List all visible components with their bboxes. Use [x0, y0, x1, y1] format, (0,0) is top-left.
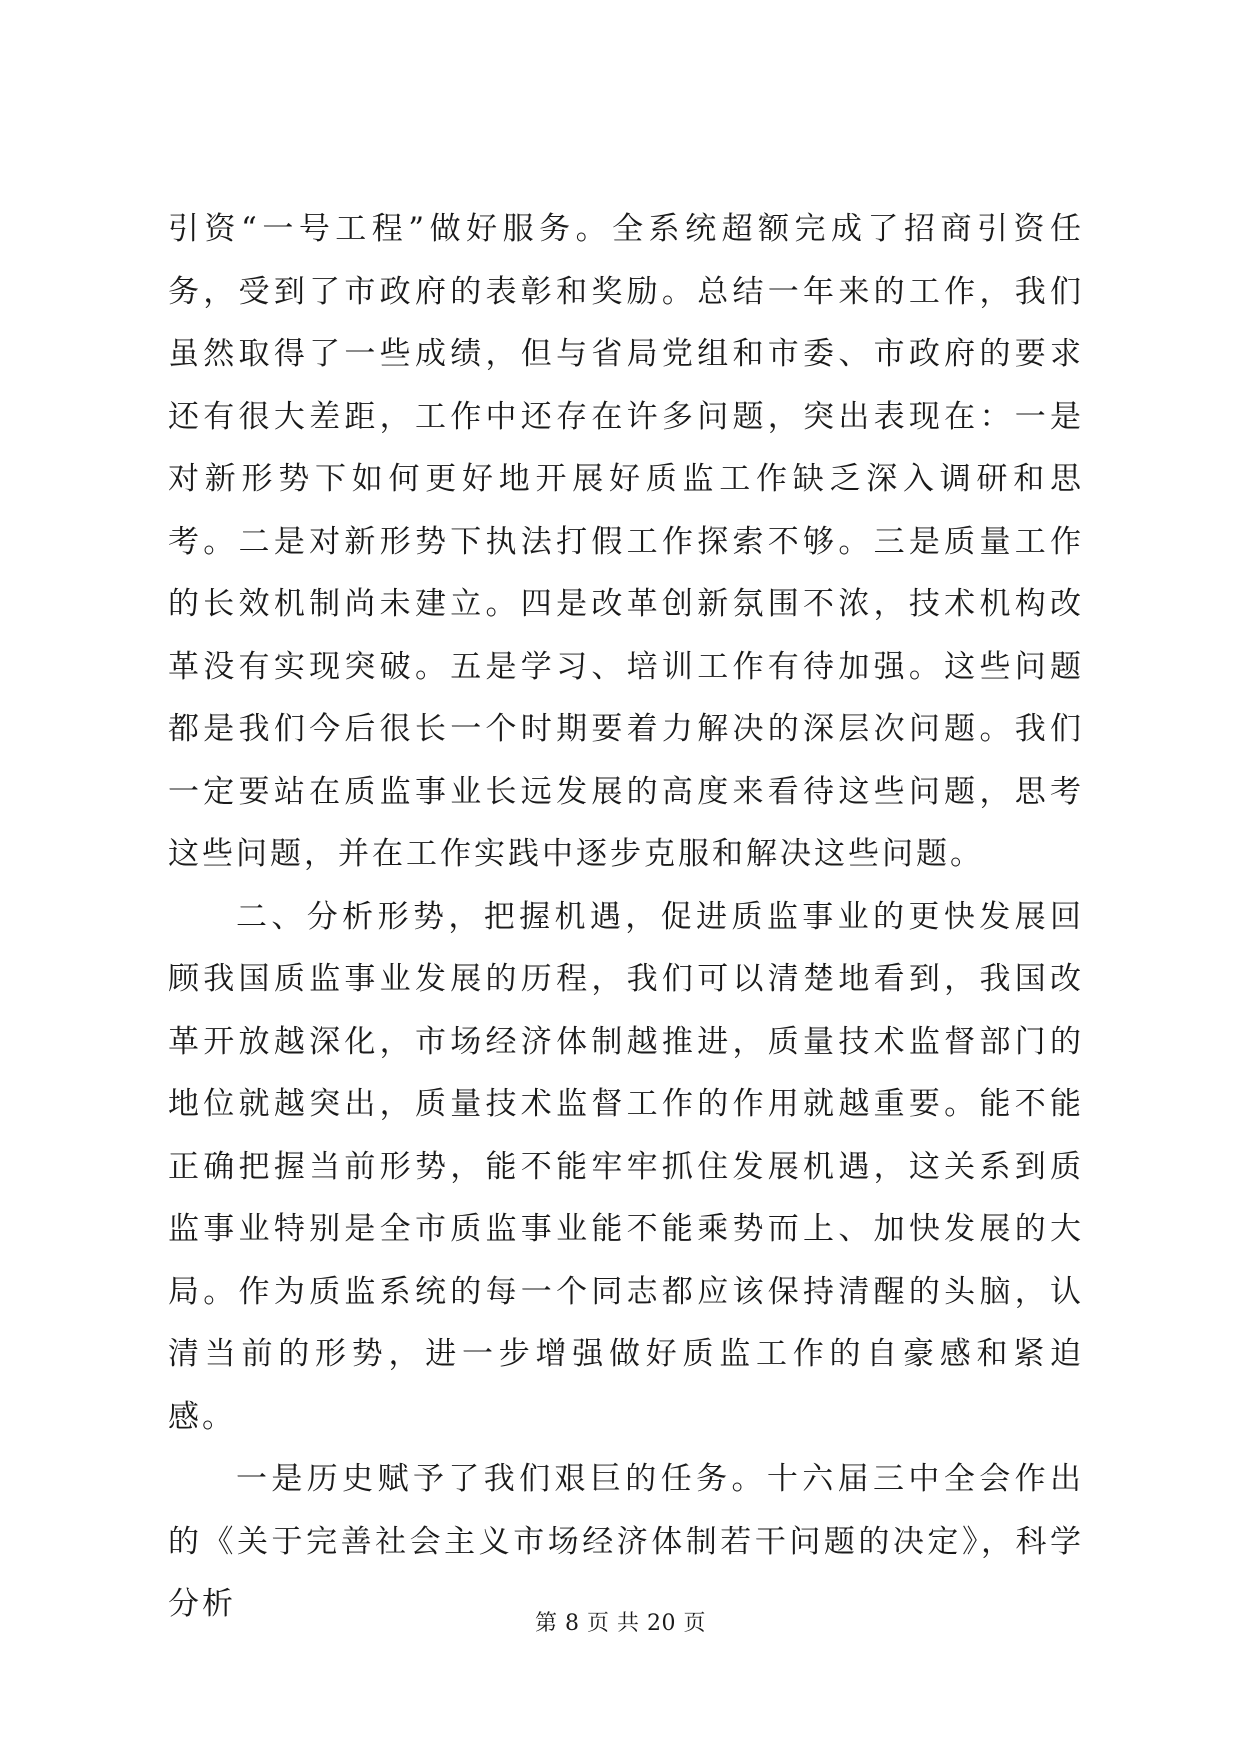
document-body	[168, 198, 1084, 1636]
paragraph-3: 一是历史赋予了我们艰巨的任务。十六届三中全会作出的《关于完善社会主义市场经济体制若干问题的决定》，科学分析	[168, 1461, 1084, 1622]
page-footer: 第 8 页 共 20 页	[535, 1611, 706, 1636]
paragraph-2: 二、分析形势，把握机遇，促进质监事业的更快发展回顾我国质监事业发展的历程，我们可以清楚地看到，我国改革开放越深化，市场经济体制越推进，质量技术监督部门的地位就越突出，质量技术监督工作的作用就越重要。能不能正确把握当前形势，能不能牢牢抓住发展机遇，这关系到质监事业特别是全市质监事业能不能乘势而上、加快发展的大局。作为质监系统的每一个同志都应该保持清醒的头脑，认清当前的形势，进一步增强做好质监工作的自豪感和紧迫感。	[168, 898, 1084, 1435]
paragraph-1: 引资“一号工程”做好服务。全系统超额完成了招商引资任务，受到了市政府的表彰和奖励。总结一年来的工作，我们虽然取得了一些成绩，但与省局党组和市委、市政府的要求还有很大差距，工作中还存在许多问题，突出表现在：一是对新形势下如何更好地开展好质监工作缺乏深入调研和思考。二是对新形势下执法打假工作探索不够。三是质量工作的长效机制尚未建立。四是改革创新氛围不浓，技术机构改革没有实现突破。五是学习、培训工作有待加强。这些问题都是我们今后很长一个时期要着力解决的深层次问题。我们一定要站在质监事业长远发展的高度来看待这些问题，思考这些问题，并在工作实践中逐步克服和解决这些问题。	[168, 211, 1084, 872]
